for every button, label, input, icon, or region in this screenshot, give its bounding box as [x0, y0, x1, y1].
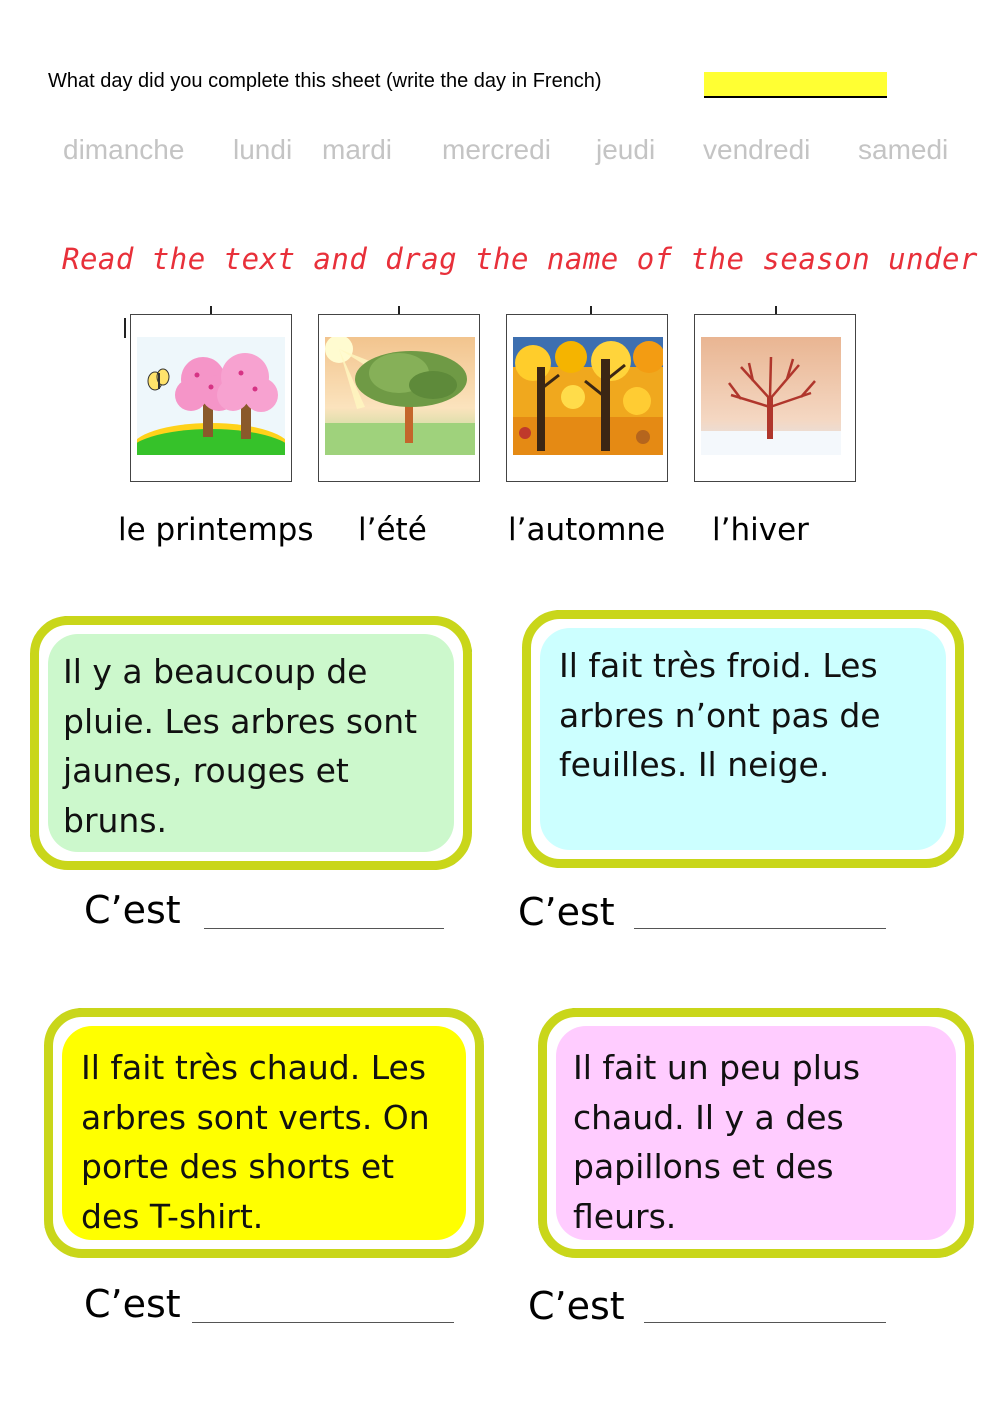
cest-label: C’est — [528, 1284, 625, 1328]
season-label-ete[interactable]: l’été — [358, 512, 427, 548]
day-word: mercredi — [442, 134, 551, 165]
text-card-autumn — [30, 616, 472, 870]
winter-tree-image — [694, 314, 856, 482]
instruction: Read the text and drag the name of the season under — [62, 242, 978, 276]
day-word: vendredi — [703, 134, 811, 165]
card-text — [63, 647, 417, 845]
card-text — [559, 641, 881, 790]
card-line: fleurs. — [573, 1196, 677, 1236]
cest-label: C’est — [84, 888, 181, 932]
answer-blank-3[interactable] — [192, 1322, 454, 1323]
card-line: Il y a beaucoup de — [63, 652, 368, 691]
card-line: des T-shirt. — [81, 1196, 264, 1236]
summer-tree-image — [318, 314, 480, 482]
spring-trees-icon — [137, 337, 285, 455]
autumn-trees-image — [506, 314, 668, 482]
day-word: jeudi — [596, 134, 656, 165]
text-card-summer — [44, 1008, 484, 1258]
card-line: chaud. Il y a des — [573, 1097, 844, 1137]
card-line: papillons et des — [573, 1147, 834, 1186]
card-line: Il fait très chaud. Les — [81, 1048, 427, 1087]
cest-label: C’est — [84, 1282, 181, 1326]
card-text — [573, 1043, 860, 1241]
autumn-trees-icon — [513, 337, 663, 455]
day-answer-field[interactable] — [704, 72, 887, 98]
answer-blank-4[interactable] — [644, 1322, 886, 1323]
day-word: mardi — [322, 134, 393, 165]
day-word: dimanche — [63, 134, 185, 165]
text-card-winter — [522, 610, 964, 868]
text-card-spring — [538, 1008, 974, 1258]
spring-trees-image — [130, 314, 292, 482]
season-label-automne[interactable]: l’automne — [508, 512, 666, 548]
card-line: Il fait très froid. Les — [559, 646, 878, 685]
card-line: jaunes, rouges et — [63, 751, 349, 790]
card-line: bruns. — [63, 800, 168, 840]
day-word: lundi — [233, 134, 293, 165]
winter-tree-icon — [701, 337, 841, 455]
drop-marker — [124, 318, 126, 338]
card-line: porte des shorts et — [81, 1147, 395, 1186]
cest-label: C’est — [518, 890, 615, 934]
card-line: arbres sont verts. On — [81, 1097, 430, 1137]
card-line: Il fait un peu plus — [573, 1048, 861, 1087]
season-label-printemps[interactable]: le printemps — [118, 512, 314, 548]
day-word: samedi — [858, 134, 949, 165]
answer-blank-1[interactable] — [204, 928, 444, 929]
summer-tree-icon — [325, 337, 475, 455]
day-question: What day did you complete this sheet (write the day in French) — [48, 70, 602, 92]
card-text — [81, 1043, 430, 1241]
answer-blank-2[interactable] — [634, 928, 886, 929]
card-line: pluie. Les arbres sont — [63, 701, 418, 741]
card-line: arbres n’ont pas de — [559, 695, 881, 735]
season-label-hiver[interactable]: l’hiver — [712, 512, 809, 548]
card-line: feuilles. Il neige. — [559, 745, 830, 784]
